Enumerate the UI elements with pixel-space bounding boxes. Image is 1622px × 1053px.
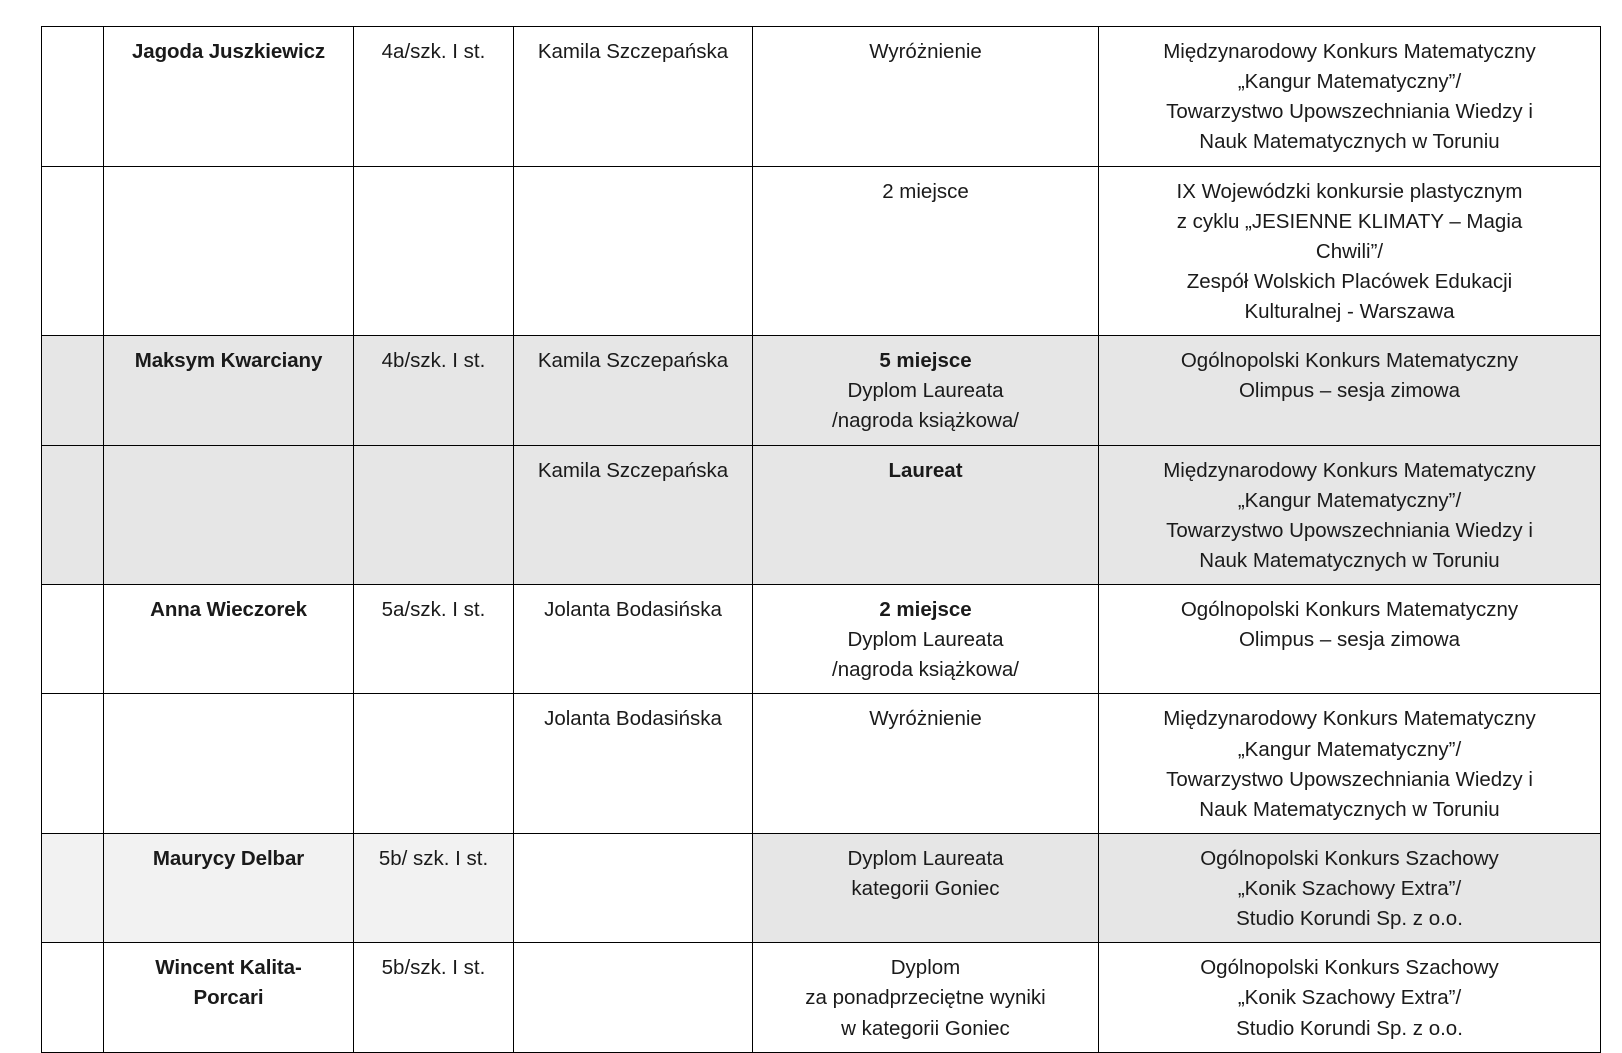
cell-index bbox=[42, 166, 104, 336]
cell-award bbox=[753, 336, 1099, 445]
cell-award bbox=[753, 585, 1099, 694]
text-line: Olimpus – sesja zimowa bbox=[1238, 628, 1460, 652]
text-line: „Konik Szachowy Extra”/ bbox=[1237, 986, 1462, 1010]
cell-teacher: Kamila Szczepańska bbox=[514, 27, 753, 167]
cell-class: 4a/szk. I st. bbox=[354, 27, 514, 167]
text-line: Ogólnopolski Konkurs Szachowy bbox=[1200, 956, 1499, 980]
text-line: Wyróżnienie bbox=[869, 707, 982, 731]
text-line: Olimpus – sesja zimowa bbox=[1238, 379, 1460, 403]
cell-award bbox=[753, 833, 1099, 942]
text-line: Chwili”/ bbox=[1315, 239, 1384, 263]
cell-award bbox=[753, 694, 1099, 834]
cell-award bbox=[753, 445, 1099, 585]
cell-contest bbox=[1099, 445, 1601, 585]
cell-contest bbox=[1099, 943, 1601, 1052]
cell-index bbox=[42, 694, 104, 834]
cell-teacher bbox=[514, 166, 753, 336]
table-row bbox=[42, 585, 1601, 694]
cell-teacher bbox=[514, 943, 753, 1052]
cell-class bbox=[354, 166, 514, 336]
cell-class bbox=[354, 445, 514, 585]
text-line: Nauk Matematycznych w Toruniu bbox=[1199, 130, 1500, 154]
cell-class: 5a/szk. I st. bbox=[354, 585, 514, 694]
text-line: Ogólnopolski Konkurs Szachowy bbox=[1200, 846, 1499, 870]
table-row bbox=[42, 694, 1601, 834]
cell-index bbox=[42, 585, 104, 694]
text-line: Nauk Matematycznych w Toruniu bbox=[1199, 548, 1500, 572]
cell-contest bbox=[1099, 336, 1601, 445]
achievements-table-body bbox=[42, 27, 1601, 1053]
cell-index bbox=[42, 27, 104, 167]
table-row bbox=[42, 445, 1601, 585]
text-line: Towarzystwo Upowszechniania Wiedzy i bbox=[1166, 100, 1533, 124]
text-line: Porcari bbox=[193, 986, 264, 1010]
text-line: kategorii Goniec bbox=[851, 877, 1000, 900]
cell-index bbox=[42, 833, 104, 942]
text-line: Studio Korundi Sp. z o.o. bbox=[1236, 1016, 1463, 1040]
cell-teacher: Kamila Szczepańska bbox=[514, 336, 753, 445]
cell-student-name: Maurycy Delbar bbox=[104, 833, 354, 942]
text-line: IX Wojewódzki konkursie plastycznym bbox=[1176, 179, 1523, 203]
cell-teacher: Kamila Szczepańska bbox=[514, 445, 753, 585]
cell-student-name bbox=[104, 694, 354, 834]
text-line: Towarzystwo Upowszechniania Wiedzy i bbox=[1166, 767, 1533, 791]
cell-teacher: Jolanta Bodasińska bbox=[514, 585, 753, 694]
text-line: Kulturalnej - Warszawa bbox=[1244, 300, 1455, 323]
text-line: Studio Korundi Sp. z o.o. bbox=[1236, 907, 1463, 931]
text-line: Laureat bbox=[888, 458, 963, 482]
text-line: „Kangur Matematyczny”/ bbox=[1237, 70, 1462, 94]
cell-teacher: Jolanta Bodasińska bbox=[514, 694, 753, 834]
text-line: „Konik Szachowy Extra”/ bbox=[1237, 877, 1462, 900]
cell-index bbox=[42, 445, 104, 585]
text-line: Wyróżnienie bbox=[869, 40, 982, 63]
cell-class bbox=[354, 694, 514, 834]
text-line: /nagroda książkowa/ bbox=[832, 658, 1019, 682]
cell-contest bbox=[1099, 27, 1601, 167]
text-line: Towarzystwo Upowszechniania Wiedzy i bbox=[1166, 518, 1533, 542]
cell-teacher bbox=[514, 833, 753, 942]
text-line: Dyplom Laureata bbox=[847, 379, 1004, 403]
cell-student-name bbox=[104, 445, 354, 585]
cell-student-name: Maksym Kwarciany bbox=[104, 336, 354, 445]
cell-class: 5b/ szk. I st. bbox=[354, 833, 514, 942]
text-line: Dyplom Laureata bbox=[847, 628, 1004, 652]
text-line: 5 miejsce bbox=[879, 349, 972, 373]
cell-index bbox=[42, 943, 104, 1052]
table-row bbox=[42, 943, 1601, 1052]
text-line: za ponadprzeciętne wyniki bbox=[805, 986, 1046, 1010]
text-line: Międzynarodowy Konkurs Matematyczny bbox=[1163, 40, 1536, 63]
achievements-table bbox=[41, 26, 1601, 1053]
text-line: Wincent Kalita- bbox=[155, 956, 302, 980]
cell-student-name: Jagoda Juszkiewicz bbox=[104, 27, 354, 167]
table-row bbox=[42, 166, 1601, 336]
cell-contest bbox=[1099, 166, 1601, 336]
cell-contest bbox=[1099, 833, 1601, 942]
text-line: „Kangur Matematyczny”/ bbox=[1237, 488, 1462, 512]
cell-award bbox=[753, 166, 1099, 336]
text-line: Międzynarodowy Konkurs Matematyczny bbox=[1163, 707, 1536, 731]
cell-class: 5b/szk. I st. bbox=[354, 943, 514, 1052]
text-line: 2 miejsce bbox=[882, 179, 969, 203]
table-row bbox=[42, 833, 1601, 942]
text-line: 2 miejsce bbox=[879, 598, 972, 621]
cell-student-name bbox=[104, 166, 354, 336]
table-row bbox=[42, 336, 1601, 445]
cell-contest bbox=[1099, 585, 1601, 694]
cell-award bbox=[753, 27, 1099, 167]
text-line: Dyplom Laureata bbox=[847, 846, 1004, 870]
text-line: w kategorii Goniec bbox=[841, 1016, 1010, 1040]
text-line: Ogólnopolski Konkurs Matematyczny bbox=[1180, 349, 1519, 373]
table-row bbox=[42, 27, 1601, 167]
text-line: Ogólnopolski Konkurs Matematyczny bbox=[1180, 598, 1519, 621]
text-line: Zespół Wolskich Placówek Edukacji bbox=[1186, 269, 1513, 293]
cell-student-name bbox=[104, 943, 354, 1052]
cell-student-name: Anna Wieczorek bbox=[104, 585, 354, 694]
text-line: Nauk Matematycznych w Toruniu bbox=[1199, 797, 1500, 821]
cell-contest bbox=[1099, 694, 1601, 834]
cell-index bbox=[42, 336, 104, 445]
text-line: /nagroda książkowa/ bbox=[832, 409, 1019, 433]
text-line: z cyklu „JESIENNE KLIMATY – Magia bbox=[1176, 209, 1523, 233]
cell-class: 4b/szk. I st. bbox=[354, 336, 514, 445]
text-line: Dyplom bbox=[890, 956, 961, 980]
cell-award bbox=[753, 943, 1099, 1052]
text-line: „Kangur Matematyczny”/ bbox=[1237, 737, 1462, 761]
text-line: Międzynarodowy Konkurs Matematyczny bbox=[1163, 458, 1536, 482]
